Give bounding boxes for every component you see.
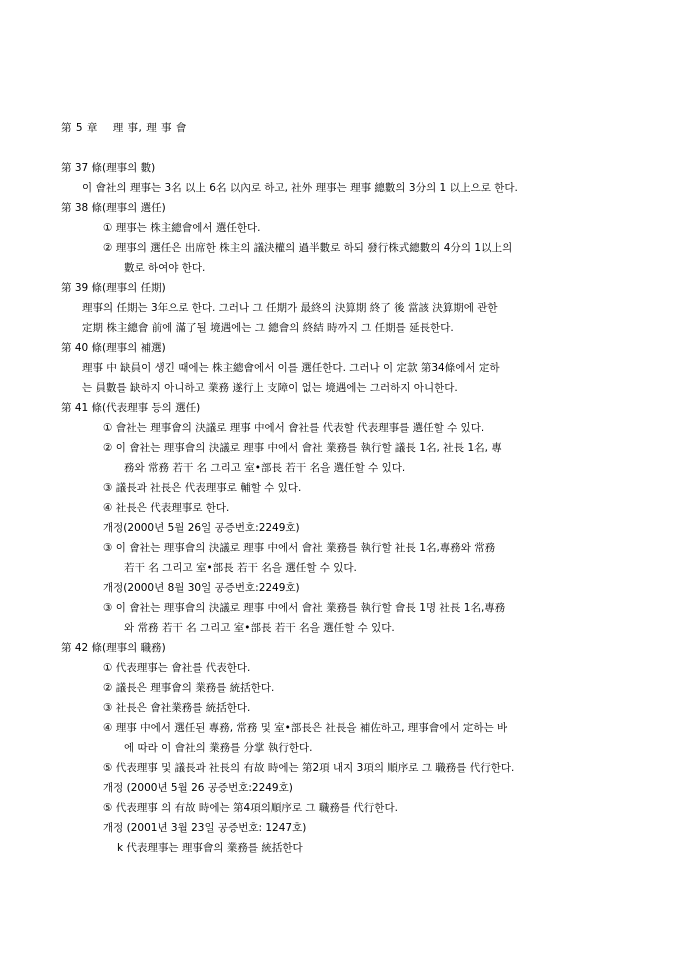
article-heading-37: 第 37 條(理事의 數) xyxy=(61,162,156,174)
article-42-clause-3: ③ 社長은 會社業務를 統括한다. xyxy=(103,702,251,714)
article-40-text-cont: 는 員數를 缺하지 아니하고 業務 遂行上 支障이 없는 境遇에는 그러하지 아니한다. xyxy=(82,382,458,394)
article-heading-38: 第 38 條(理事의 選任) xyxy=(61,202,166,214)
amendment-note: 개정(2000년 5월 26일 공증번호:2249호) xyxy=(103,522,300,534)
article-41-clause-2: ② 이 會社는 理事會의 決議로 理事 中에서 會社 業務를 執行할 議長 1名, 社長 1名, 專 xyxy=(103,442,502,454)
article-41-clause-3-amended-2: ③ 이 會社는 理事會의 決議로 理事 中에서 會社 業務를 執行할 會長 1명 社長 1名,專務 xyxy=(103,602,506,614)
article-41-clause-2-cont: 務와 常務 若干 名 그리고 室•部長 若干 名을 選任할 수 있다. xyxy=(124,462,406,474)
article-38-clause-2: ② 理事의 選任은 出席한 株主의 議決權의 過半數로 하되 發行株式總數의 4分의 1以上의 xyxy=(103,242,513,254)
article-39-text: 理事의 任期는 3年으로 한다. 그러나 그 任期가 最終의 決算期 終了 後 當該 決算期에 관한 xyxy=(82,302,498,314)
article-41-clause-3-amended-cont: 若干 名 그리고 室•部長 若干 名을 選任할 수 있다. xyxy=(124,562,357,574)
article-42-clause-5: ⑤ 代表理事 및 議長과 社長의 有故 時에는 第2項 내지 3項의 順序로 그 職務를 代行한다. xyxy=(103,762,515,774)
article-41-clause-1: ① 會社는 理事會의 決議로 理事 中에서 會社를 代表할 代表理事를 選任할 수 있다. xyxy=(103,422,485,434)
article-heading-40: 第 40 條(理事의 補選) xyxy=(61,342,166,354)
article-38-clause-1: ① 理事는 株主總會에서 選任한다. xyxy=(103,222,261,234)
article-42-clause-2: ② 議長은 理事會의 業務를 統括한다. xyxy=(103,682,275,694)
article-41-clause-3-amended-2-cont: 와 常務 若干 名 그리고 室•部長 若干 名을 選任할 수 있다. xyxy=(124,622,395,634)
amendment-note: 개정 (2000년 5월 26 공증번호:2249호) xyxy=(103,782,293,794)
amendment-note: 개정 (2001년 3월 23일 공증번호: 1247호) xyxy=(103,822,307,834)
article-38-clause-2-cont: 數로 하여야 한다. xyxy=(124,262,206,274)
amendment-note: 개정(2000년 8월 30일 공증번호:2249호) xyxy=(103,582,300,594)
article-40-text: 理事 中 缺員이 생긴 때에는 株主總會에서 이를 選任한다. 그러나 이 定款 第34條에서 定하 xyxy=(82,362,500,374)
article-42-clause-4: ④ 理事 中에서 選任된 專務, 常務 및 室•部長은 社長을 補佐하고, 理事會에서 定하는 바 xyxy=(103,722,508,734)
article-42-clause-5-amended: ⑤ 代表理事 의 有故 時에는 第4項의順序로 그 職務를 代行한다. xyxy=(103,802,398,814)
article-42-clause-amended-final: k 代表理事는 理事會의 業務를 統括한다 xyxy=(117,842,303,854)
article-42-clause-1: ① 代表理事는 會社를 代表한다. xyxy=(103,662,251,674)
article-41-clause-3: ③ 議長과 社長은 代表理事로 輔할 수 있다. xyxy=(103,482,302,494)
chapter-title: 第 5 章 理 事, 理 事 會 xyxy=(61,122,187,134)
article-41-clause-4: ④ 社長은 代表理事로 한다. xyxy=(103,502,230,514)
article-heading-39: 第 39 條(理事의 任期) xyxy=(61,282,166,294)
article-41-clause-3-amended: ③ 이 會社는 理事會의 決議로 理事 中에서 會社 業務를 執行할 社長 1名,專務와 常務 xyxy=(103,542,496,554)
article-39-text-cont: 定期 株主總會 前에 滿了될 境遇에는 그 總會의 終結 時까지 그 任期를 延長한다. xyxy=(82,322,454,334)
article-heading-41: 第 41 條(代表理事 등의 選任) xyxy=(61,402,201,414)
article-42-clause-4-cont: 에 따라 이 會社의 業務를 分掌 執行한다. xyxy=(124,742,313,754)
article-heading-42: 第 42 條(理事의 職務) xyxy=(61,642,166,654)
article-37-text: 이 會社의 理事는 3名 以上 6名 以內로 하고, 社外 理事는 理事 總數의 3分의 1 以上으로 한다. xyxy=(82,182,518,194)
